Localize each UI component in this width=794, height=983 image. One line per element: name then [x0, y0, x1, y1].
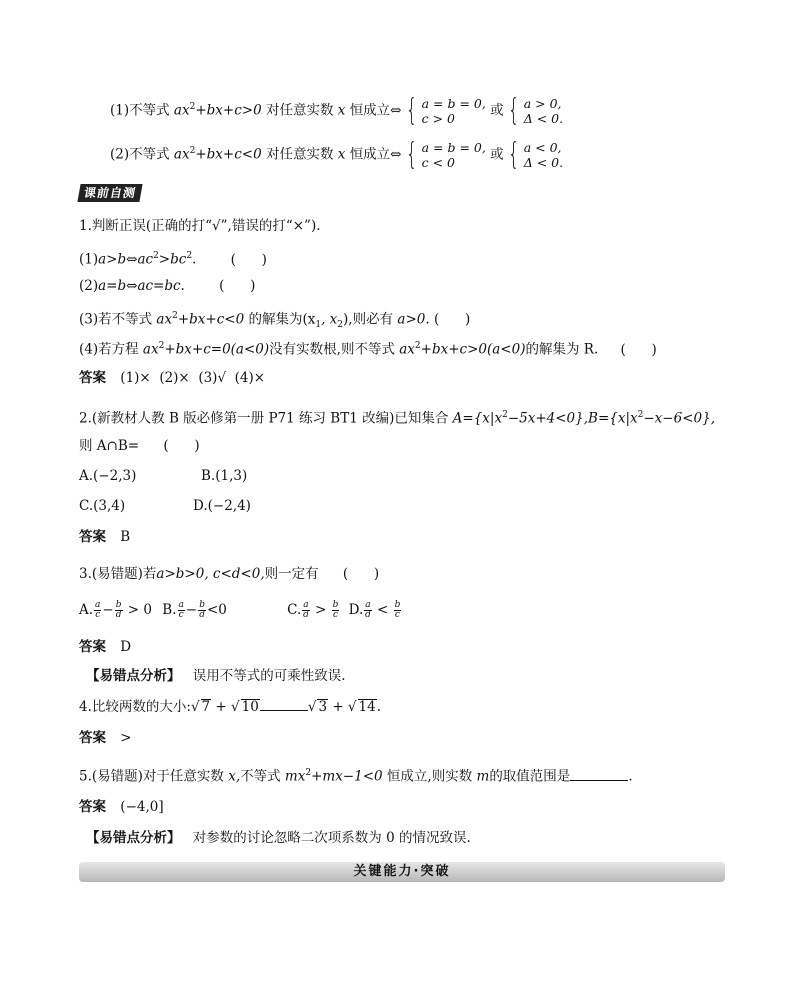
rule-2-prefix: (2)不等式 [110, 146, 170, 163]
rule-2-expr: ax [173, 146, 190, 163]
q3-stem [79, 564, 379, 584]
frac-den: c [394, 610, 400, 620]
q1-item-1 [79, 246, 267, 270]
sqrt-radicand: 7 [201, 699, 211, 715]
option-label: B. [162, 602, 177, 618]
item-cond: a>0. [397, 311, 430, 328]
q2-answer [79, 527, 130, 547]
answer-paren[interactable]: ( ) [230, 251, 267, 268]
frac-den: d [115, 610, 122, 620]
item-exp: 2 [153, 251, 159, 261]
section-badge: 课前自测 [77, 184, 142, 202]
answer-paren[interactable]: ( ) [433, 311, 471, 328]
set-a-exp: 2 [502, 410, 508, 420]
option-label: C. [287, 602, 302, 618]
rule-1-var: x [337, 102, 346, 119]
frac-num: a [303, 600, 309, 610]
item-exp: 2 [158, 341, 165, 351]
analysis-label: 【易错点分析】 [86, 668, 181, 684]
item-exp-2: 2 [414, 341, 421, 351]
rule-1-or: 或 [490, 102, 504, 119]
item-text-2: +bx+c<0 [177, 311, 245, 328]
answer-value: B [120, 529, 131, 545]
rule-2-mid: 对任意实数 [265, 146, 334, 163]
set-b: B={x|x [588, 410, 638, 427]
answer-label: 答案 [79, 370, 106, 386]
sys-bot: Δ < 0. [523, 155, 564, 170]
q5-analysis [86, 828, 471, 848]
frac-num: a [95, 600, 101, 610]
q5-answer [79, 797, 164, 817]
set-b-exp: 2 [637, 410, 644, 420]
section-title-bar: 关键能力·突破 [79, 862, 725, 882]
item-sub: 1 [315, 320, 322, 331]
item-text-4: +bx+c>0(a<0) [420, 341, 526, 358]
item-mid: , x [321, 311, 338, 328]
q5-var: x, [228, 768, 241, 785]
frac-den: d [365, 610, 371, 620]
left-brace-icon: { [405, 93, 417, 128]
sys-bot: c > 0 [421, 111, 455, 126]
rule-1-suffix: 恒成立⇔ [349, 102, 402, 119]
frac-num: a [178, 600, 184, 610]
left-brace-icon: { [405, 137, 417, 172]
q3-option-d[interactable]: D. $\frac{a}{d}$ < $\frac{b}{c}$ [348, 600, 401, 620]
rule-2-var: x [337, 146, 346, 163]
option-label: A. [79, 602, 94, 618]
item-text: ax [142, 341, 159, 358]
rule-2-or: 或 [490, 146, 504, 163]
rule-1-prefix: (1)不等式 [110, 102, 170, 119]
item-sub-2: 2 [337, 320, 344, 331]
set-a: A={x|x [452, 410, 503, 427]
q2-line2-text: 则 A∩B= [79, 438, 140, 454]
item-tail: . [192, 251, 197, 268]
q5-stem-text-3: 恒成立,则实数 [386, 768, 473, 785]
q5-stem: 5.(易错题)对于任意实数 x,不等式 $mx^2+mx-1<0$ 恒成立,则实数 m的取值范围是 . [79, 768, 633, 785]
analysis-label: 【易错点分析】 [86, 830, 181, 846]
answer-paren[interactable]: ( ) [342, 566, 380, 582]
answer-paren[interactable]: ( ) [620, 341, 657, 358]
frac-num: b [332, 600, 339, 610]
q4-stem-text: 4.比较两数的大小: [79, 699, 191, 715]
answer-blank[interactable] [260, 710, 308, 711]
q3-option-a[interactable]: A. $\frac{a}{c}$ − $\frac{b}{d}$ > 0 [79, 600, 157, 620]
rule-1-exponent: 2 [189, 102, 196, 112]
item-tail: 的解集为(x [248, 311, 316, 328]
item-text-2: >bc [158, 251, 187, 268]
rule-1 [110, 93, 564, 128]
frac-den: d [199, 610, 205, 620]
item-text: a>b⇔ac [98, 251, 154, 268]
frac-den: d [303, 610, 309, 620]
rule-1-system-2 [504, 93, 564, 128]
sys-top: a = b = 0, [421, 140, 486, 155]
frac-num: b [199, 600, 205, 610]
q2-option-a[interactable]: A.(−2,3) [79, 468, 137, 484]
rule-1-mid: 对任意实数 [265, 102, 334, 119]
rule-2 [110, 137, 564, 172]
q4-answer [79, 728, 132, 748]
q1-item-3 [79, 306, 470, 335]
q3-options [79, 600, 402, 620]
q5-stem-text-2: 不等式 [240, 768, 281, 785]
rule-2-suffix: 恒成立⇔ [349, 146, 402, 163]
rule-2-system-2 [504, 137, 564, 172]
item-pre: (1) [79, 251, 99, 268]
answer-paren[interactable]: ( ) [163, 438, 200, 454]
set-b-tail: −x−6<0}, [643, 410, 715, 427]
set-a-tail: −5x+4<0}, [507, 410, 589, 427]
q5-exp: 2 [305, 768, 312, 778]
q5-expr: mx [284, 768, 306, 785]
q3-option-b[interactable]: B. $\frac{a}{c}$ − $\frac{b}{d}$ <0 [162, 600, 232, 620]
q3-analysis [86, 666, 346, 686]
q3-stem-text: 3.(易错题)若 [79, 566, 157, 582]
answer-label: 答案 [79, 529, 106, 545]
q1-item-4 [79, 336, 657, 360]
answer-blank[interactable] [570, 780, 628, 781]
frac-num: b [394, 600, 401, 610]
answer-value: (−4,0] [120, 799, 164, 815]
answer-value: (1)× (2)× (3)√ (4)× [120, 370, 266, 386]
sys-bot: Δ < 0. [523, 111, 564, 126]
sys-top: a = b = 0, [421, 96, 486, 111]
sys-top: a < 0, [523, 140, 562, 155]
rule-2-system-1 [402, 137, 486, 172]
q2-line-2 [79, 436, 200, 456]
q1-item-2 [79, 276, 255, 296]
answer-label: 答案 [79, 730, 106, 746]
answer-value: > [120, 730, 132, 746]
rule-1-system-1 [402, 93, 486, 128]
item-exp-2: 2 [186, 251, 193, 261]
q5-expr-tail: +mx−1<0 [311, 768, 383, 785]
q1-stem: 1.判断正误(正确的打“√”,错误的打“×”). [79, 218, 321, 234]
sys-top: a > 0, [523, 96, 562, 111]
q2-stem [79, 405, 715, 429]
q1-answer [79, 368, 265, 388]
rule-1-expr-tail: +bx+c>0 [195, 102, 262, 119]
answer-paren[interactable]: ( ) [219, 278, 256, 294]
sqrt-radicand: 10 [241, 699, 259, 715]
item-pre: (2) [79, 278, 99, 294]
sqrt-radicand: 3 [318, 699, 328, 715]
q5-stem-text-4: 的取值范围是 [489, 768, 571, 785]
option-label: D. [348, 602, 364, 618]
q5-m: m [476, 768, 490, 785]
frac-den: c [178, 610, 184, 620]
sqrt-radicand: 14 [358, 699, 376, 715]
frac-den: c [332, 610, 338, 620]
answer-label: 答案 [79, 799, 106, 815]
q4-stem: 4.比较两数的大小:√ 7 + √ 10 √ 3 + √ 14. [79, 699, 382, 715]
item-pre: (3)若不等式 [79, 311, 153, 328]
q3-answer [79, 637, 131, 657]
analysis-text: 误用不等式的可乘性致误. [192, 668, 346, 684]
rule-1-expr: ax [173, 102, 190, 119]
rule-2-exponent: 2 [189, 146, 196, 156]
left-brace-icon: { [507, 93, 519, 128]
item-text-3: ax [399, 341, 415, 358]
q2-option-d[interactable]: D.(−2,4) [193, 498, 251, 514]
q2-option-b[interactable]: B.(1,3) [201, 468, 248, 484]
item-exp: 2 [172, 311, 178, 321]
item-pre: (4)若方程 [79, 341, 139, 358]
frac-den: c [95, 610, 101, 620]
answer-label: 答案 [79, 639, 106, 655]
item-end: ),则必有 [343, 311, 394, 328]
q3-option-c[interactable]: C. $\frac{a}{d}$ > $\frac{b}{c}$ [287, 600, 339, 620]
item-end: 的解集为 R. [525, 341, 599, 358]
analysis-text: 对参数的讨论忽略二次项系数为 0 的情况致误. [192, 830, 471, 846]
q2-stem-text: 2.(新教材人教 B 版必修第一册 P71 练习 BT1 改编)已知集合 [79, 410, 449, 427]
item-tail: 没有实数根,则不等式 [269, 341, 395, 358]
q3-cond: a>b>0, c<d<0, [156, 566, 265, 582]
frac-num: b [115, 600, 122, 610]
q2-option-c[interactable]: C.(3,4) [79, 498, 126, 514]
rule-2-expr-tail: +bx+c<0 [195, 146, 262, 163]
frac-num: a [365, 600, 371, 610]
answer-value: D [120, 639, 132, 655]
left-brace-icon: { [507, 137, 519, 172]
sys-bot: c < 0 [421, 155, 455, 170]
item-text-2: +bx+c=0(a<0) [164, 341, 270, 358]
q5-stem-text: 5.(易错题)对于任意实数 [79, 768, 224, 785]
item-text: a=b⇔ac=bc. [98, 278, 185, 294]
item-text: ax [156, 311, 173, 328]
q3-stem-text-2: 则一定有 [264, 566, 319, 582]
